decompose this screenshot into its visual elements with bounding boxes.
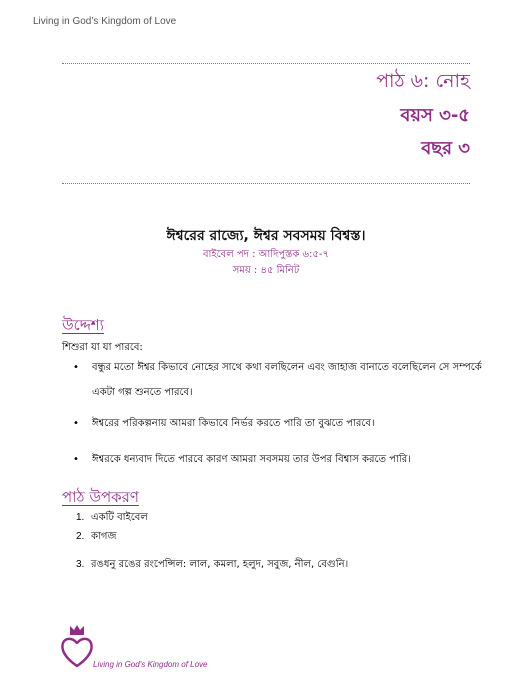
item-number: 1. <box>76 512 85 523</box>
objectives-list <box>62 355 482 472</box>
materials-list <box>62 508 482 574</box>
year-label: বছর ৩ <box>421 138 470 159</box>
objective-text: ঈশ্বরের পরিকল্পনায় আমরা কিভাবে নির্ভর করতে পারি তা বুঝতে পারবে। <box>92 418 375 429</box>
age-range: বয়স ৩-৫ <box>400 105 470 126</box>
objectives-intro: শিশুরা যা যা পারবে: <box>62 342 143 353</box>
item-number: 2. <box>76 531 85 542</box>
bullet-icon: • <box>73 418 79 429</box>
top-divider <box>62 63 470 64</box>
crown-heart-icon <box>60 624 94 668</box>
material-text: কাগজ <box>91 531 117 542</box>
bullet-icon: • <box>73 454 79 465</box>
material-text: একটি বাইবেল <box>91 512 148 523</box>
bottom-divider <box>62 183 470 184</box>
materials-heading: পাঠ উপকরণ <box>62 488 139 506</box>
duration: সময় : ৪৫ মিনিট <box>232 265 300 276</box>
list-item <box>62 555 482 574</box>
bullet-icon: • <box>73 362 79 373</box>
running-header: Living in God’s Kingdom of Love <box>33 16 177 27</box>
main-title: ঈশ্বরের রাজ্যে, ঈশ্বর সবসময় বিশ্বস্ত। <box>166 228 366 244</box>
lesson-title: পাঠ ৬: নোহ <box>376 70 470 92</box>
list-item <box>62 411 482 436</box>
objective-text: ঈশ্বরকে ধন্যবাদ দিতে পারবে কারণ আমরা সবসময় তার উপর বিশ্বাস করতে পারি। <box>92 454 411 465</box>
objective-text: বন্ধুর মতো ঈশ্বর কিভাবে নোহের সাথে কথা বলছিলেন এবং জাহাজ বানাতে বলেছিলেন সে সম্পর্কে একটা গল্প শুনতে পারবে। <box>92 362 482 398</box>
objectives-heading: উদ্দেশ্য <box>62 316 105 334</box>
list-item <box>62 508 482 527</box>
item-number: 3. <box>76 559 85 570</box>
list-item <box>62 447 482 472</box>
list-item <box>62 527 482 546</box>
material-text: রঙধনু রঙের রংপেন্সিল: লাল, কমলা, হলুদ, সবুজ, নীল, বেগুনি। <box>91 559 349 570</box>
list-item <box>62 355 482 405</box>
bible-passage: বাইবেল পদ : আদিপুস্তক ৬:৫-৭ <box>202 249 330 260</box>
footer-text: Living in God's Kingdom of Love <box>93 660 208 669</box>
